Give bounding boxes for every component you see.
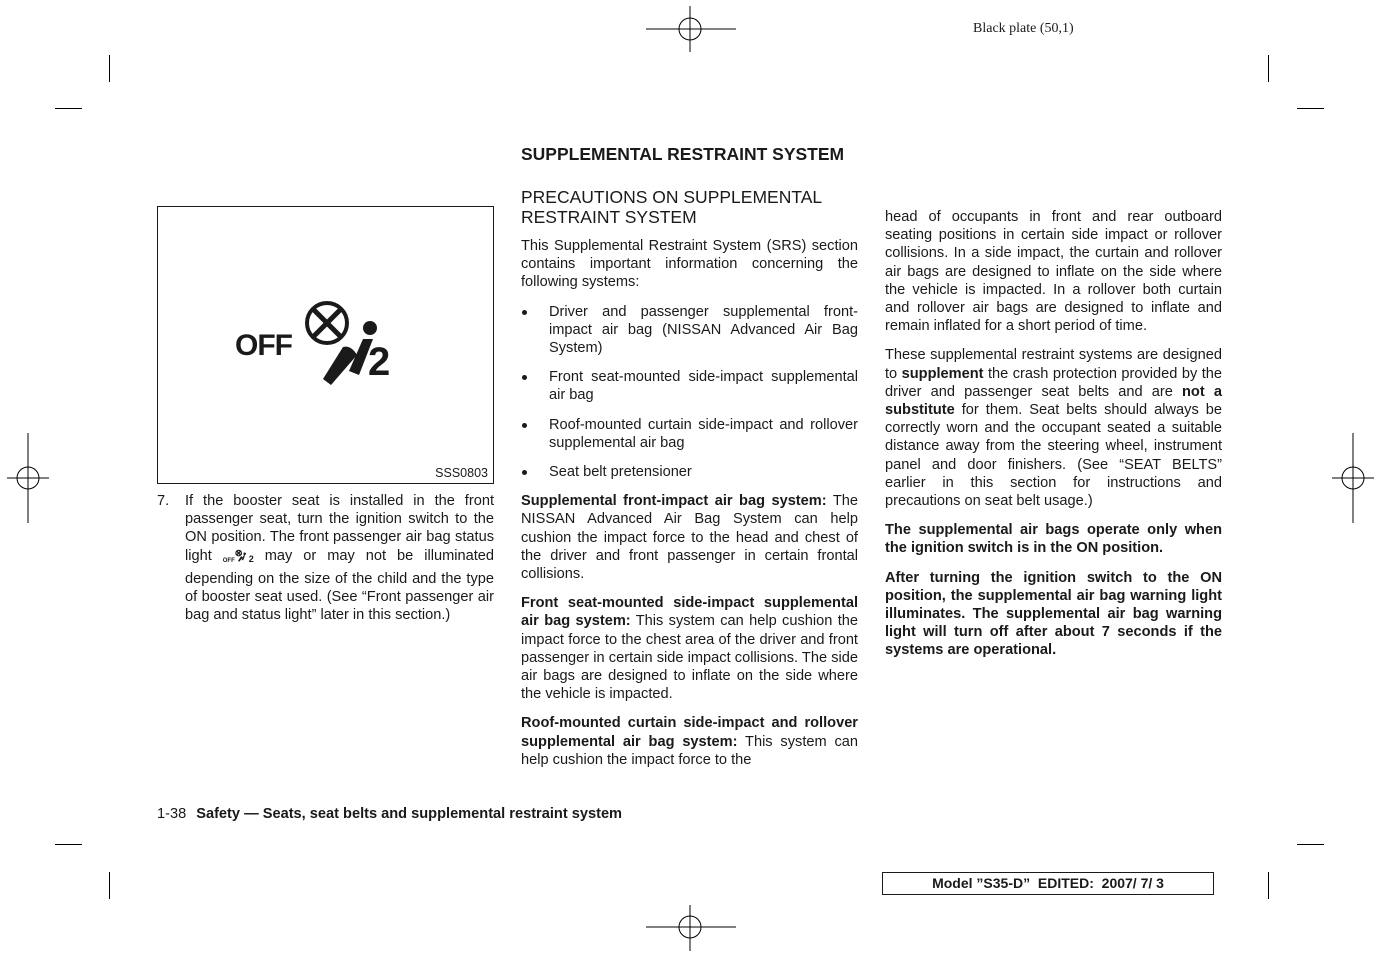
crop-mark — [1297, 844, 1324, 845]
figure-seat-number: 2 — [368, 340, 391, 384]
crop-mark — [109, 55, 110, 82]
warning-light-note: After turning the ignition switch to the ON position, the supplemental air bag warning light illuminates. The supplemental air bag warning light will turn off after about 7 seconds if the systems are operational. — [885, 569, 1222, 659]
right-column — [885, 208, 1222, 671]
curtain-paragraph: Roof-mounted curtain side-impact and rollover supplemental air bag system: This system can help cushion the impact force to the — [521, 715, 858, 768]
middle-column — [521, 145, 858, 780]
page-number: 1-38 — [157, 806, 187, 822]
intro-paragraph: This Supplemental Restraint System (SRS) section contains important information concerning the following systems: — [521, 238, 858, 291]
list-item: Roof-mounted curtain side-impact and rollover supplemental air bag — [521, 416, 858, 452]
footer-title: Safety — Seats, seat belts and supplemental restraint system — [196, 806, 623, 822]
registration-mark-bottom — [646, 903, 736, 953]
model-code: ”S35-D” — [976, 875, 1031, 891]
figure-airbag-off — [157, 206, 494, 484]
step-7 — [157, 492, 494, 624]
list-item: Front seat-mounted side-impact supplemental air bag — [521, 368, 858, 404]
crop-mark — [1268, 55, 1269, 82]
supplement-paragraph: These supplemental restraint systems are designed to supplement the crash protection provided by the driver and passenger seat belts and are not a substitute for them. Seat belts should always be correctly worn and the occupant seated a suitable distance away from the steering wheel, instrument panel and door finishers. (See “SEAT BELTS” earlier in this section for instructions and precautions on seat belt usage.) — [885, 347, 1222, 510]
front-impact-paragraph: Supplemental front-impact air bag system: The NISSAN Advanced Air Bag System can help cushion the impact force to the head and chest of the driver and front passenger in certain frontal collisions. — [521, 493, 858, 583]
step-number: 7. — [157, 493, 170, 509]
step-text-a: If the booster seat is installed in the front passenger seat, turn the ignition switch to the ON position. The front passenger air bag status light — [185, 493, 494, 564]
left-column — [157, 206, 494, 624]
step-text-b: may or may not be illuminated depending on the size of the child and the type of booster seat used. (See “Front passenger air bag and status light” later in this section.) — [185, 547, 494, 624]
subsection-title: PRECAUTIONS ON SUPPLEMENTAL RESTRAINT SYSTEM — [521, 187, 822, 227]
page-footer — [157, 806, 622, 822]
plate-label: Black plate (50,1) — [973, 21, 1074, 36]
section-title: SUPPLEMENTAL RESTRAINT SYSTEM — [521, 144, 845, 164]
crop-mark — [1297, 108, 1324, 109]
curtain-continued-paragraph: head of occupants in front and rear outboard seating positions in certain side impact or rollover collisions. In a side impact, the curtain and rollover air bags are designed to inflate on the side where the vehicle is impacted. In a rollover both curtain and rollover air bags are designed to inflate and remain inflated for a short period of time. — [885, 209, 1222, 335]
inline-airbag-off-icon: OFF 2 — [223, 549, 254, 570]
systems-list — [521, 303, 858, 482]
registration-mark-right — [1330, 433, 1376, 523]
crop-mark — [1268, 872, 1269, 899]
edited-date: 2007/ 7/ 3 — [1101, 875, 1164, 891]
figure-off-text: OFF — [235, 329, 292, 362]
registration-mark-left — [5, 433, 51, 523]
edited-label: EDITED: — [1037, 875, 1094, 891]
model-box: Model ”S35-D” EDITED: 2007/ 7/ 3 — [882, 872, 1214, 895]
crop-mark — [55, 844, 82, 845]
crop-mark — [55, 108, 82, 109]
list-item: Driver and passenger supplemental front-impact air bag (NISSAN Advanced Air Bag System) — [521, 303, 858, 358]
ignition-warning: The supplemental air bags operate only when the ignition switch is in the ON position. — [885, 522, 1222, 557]
side-impact-paragraph: Front seat-mounted side-impact supplemental air bag system: This system can help cushion the impact force to the chest area of the driver and front passenger in certain side impact collisions. The side air bags are designed to inflate on the side where the vehicle is impacted. — [521, 595, 858, 703]
registration-mark-top — [646, 4, 736, 54]
figure-code: SSS0803 — [435, 466, 488, 480]
crop-mark — [109, 872, 110, 899]
list-item: Seat belt pretensioner — [521, 463, 858, 481]
